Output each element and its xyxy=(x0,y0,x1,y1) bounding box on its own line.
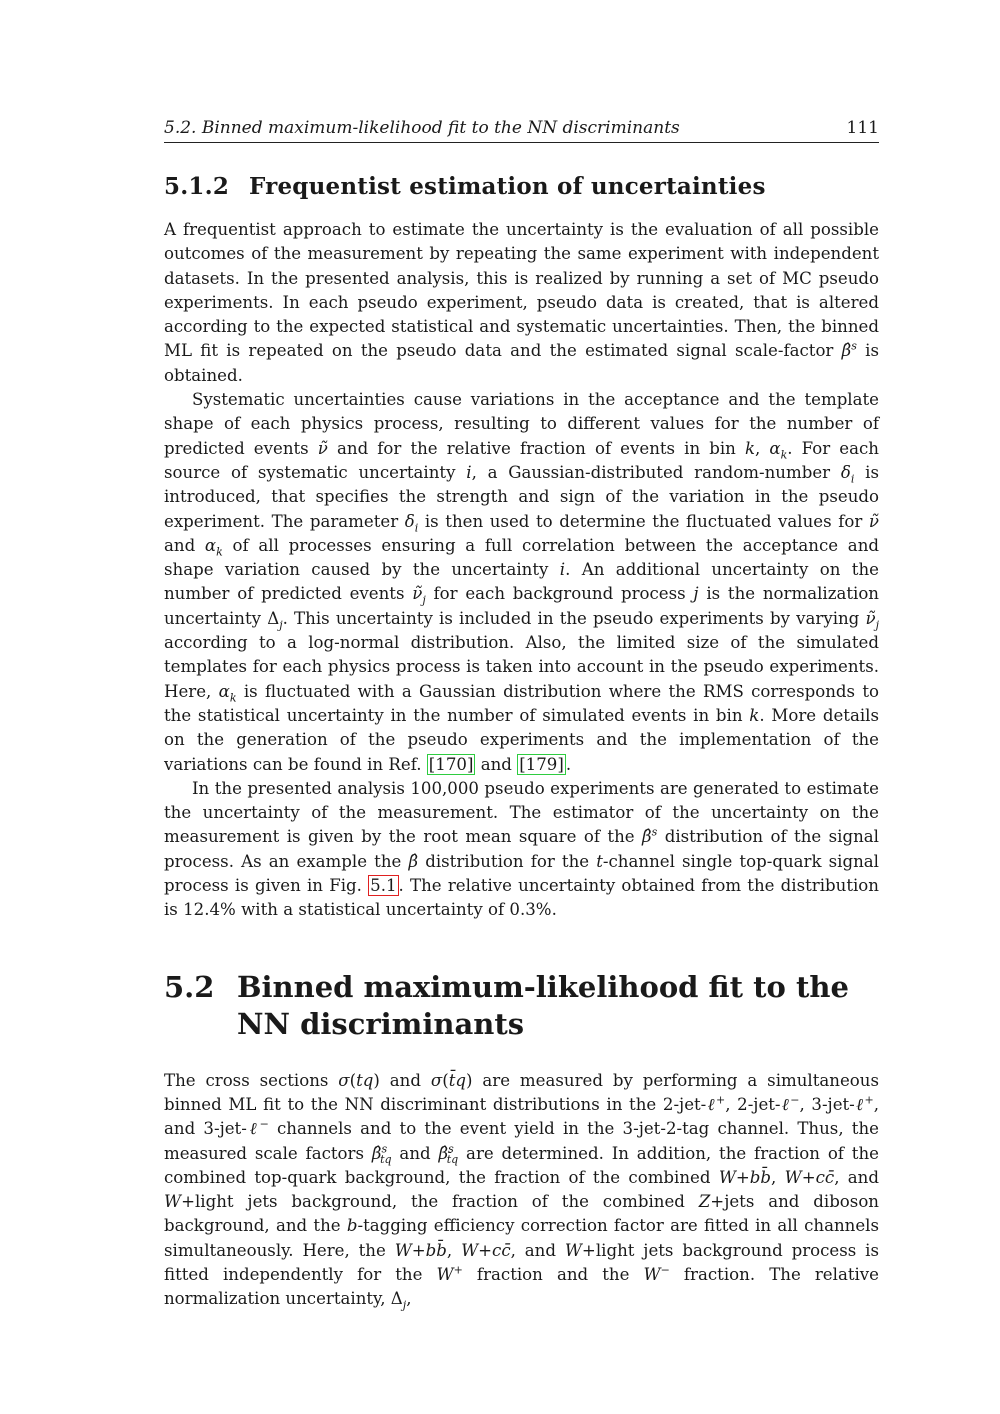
para2-t5: is introduced, that specifies the strength and sign of the variation in the pseudo experiment. The parameter xyxy=(164,462,879,531)
para4-t4: , 2-jet- xyxy=(725,1094,781,1114)
para4-t19: fraction. The relative normalization uncertainty, xyxy=(164,1264,880,1309)
para4-t8: and xyxy=(391,1143,439,1163)
para4-t14: -tagging efficiency correction factor are fitted in all channels simultaneously. Here, the xyxy=(164,1216,879,1260)
math-beta-hat-s: β̂$^s$ xyxy=(841,339,857,361)
para2-t6: is then used to determine the fluctuated values for xyxy=(418,511,869,531)
citation-link-179[interactable]: [179] xyxy=(519,754,564,774)
math-t: t xyxy=(596,851,603,871)
math-i: i xyxy=(466,462,472,482)
paragraph-1 xyxy=(164,218,879,388)
math-beta-hat: β̂ xyxy=(408,851,419,871)
math-alpha-k: $\alpha_k$ xyxy=(769,438,788,461)
math-w-plus-charge: W+ xyxy=(436,1263,463,1284)
subsection-title: Frequentist estimation of uncertainties xyxy=(249,173,766,200)
math-w-plus: W+ xyxy=(164,1192,195,1212)
para4-t2: and xyxy=(379,1070,431,1090)
section-number: 5.2 xyxy=(164,969,215,1004)
para4-t20: , xyxy=(406,1289,412,1309)
para4-t10: , xyxy=(771,1167,785,1187)
paragraph-4 xyxy=(164,1069,879,1312)
math-delta-j: $\Delta_j$ xyxy=(267,608,283,632)
paragraph-3 xyxy=(164,777,879,923)
math-j: j xyxy=(693,584,699,604)
paragraph-2: Systematic uncertainties cause variations in the acceptance and the template shape of each physics process, resulting to different values for the number of predicted events ν̃ and for the relative fraction of events in bin k, $\alpha_k$. For each source of systematic uncertainty i, a Gaussian-distributed random-number $\delta_i$ is introduced, that specifies the strength and sign of the variation in the pseudo experiment. The parameter $\delta_i$ is then used to determine the fluctuated values for ν̃ and $\alpha_k$ of all processes ensuring a full correlation between the acceptance and shape variation caused by the uncertainty i. An additional uncertainty on the number of predicted events $\nũ_j$ for each background process j is the normalization uncertainty $\Delta_j$. This uncertainty is included in the pseudo experiments by varying $\nũ_j$ according to a log-normal distribution. Also, the limited size of the simulated templates for each physics process is taken into account in the pseudo experiments. Here, $\alpha_k$ is fluctuated with a Gaussian distribution where the RMS corresponds to the statistical uncertainty in the number of simulated events in bin k. More details on the generation of the pseudo experiments and the implementation of the variations can be found in Ref. [170] and [179] . xyxy=(164,390,880,774)
para2-t15: . More details on the generation of the pseudo experiments and the implementation of the variations can be found in Ref. xyxy=(164,705,879,774)
para4-t13: jets and diboson background, and the xyxy=(164,1192,879,1236)
para2-t14: is fluctuated with a Gaussian distribution where the RMS corresponds to the statistical uncertainty in the number of simulated events in bin xyxy=(164,681,879,725)
para3-t2: distribution of the signal process. As an example the xyxy=(164,827,879,871)
para2-t13: according to a log-normal distribution. Also, the limited size of the simulated templates for each physics process is taken into account in the pseudo experiments. Here, xyxy=(164,633,879,701)
math-lep-minus: ℓ− xyxy=(780,1093,800,1114)
running-header xyxy=(164,118,879,143)
math-beta-hat-tbarq: β̂$^s_{t̄q}$ xyxy=(438,1141,459,1166)
math-w-minus-charge: W− xyxy=(643,1263,670,1284)
math-alpha-k-2: $\alpha_k$ xyxy=(204,535,223,559)
para4-t9: are determined. In addition, the fraction of the combined top-quark background, the fraction of the combined xyxy=(164,1143,879,1187)
math-nu-tilde-j: $\nũ_j$ xyxy=(412,584,426,607)
citation-link-170[interactable]: [170] xyxy=(428,754,474,774)
math-w-bb: W+bb̄ xyxy=(718,1167,772,1187)
para4-t12: light jets background, the fraction of the combined xyxy=(194,1192,699,1212)
math-w-bb-2: W+bb̄ xyxy=(394,1240,447,1260)
page-number: 111 xyxy=(846,118,879,138)
subsection-number: 5.1.2 xyxy=(164,173,230,200)
math-delta-i: $\delta_i$ xyxy=(840,462,855,486)
math-nu-tilde-j-2: $\nũ_j$ xyxy=(865,608,879,632)
para4-t16: , and xyxy=(510,1240,565,1260)
para4-t5: , 3-jet- xyxy=(799,1094,855,1114)
para3-t1: In the presented analysis 100,000 pseudo experiments are generated to estimate the uncertainty of the measurement. The estimator of the uncertainty on the measurement is given by the root mean square of the xyxy=(164,778,879,847)
para1-text-b: is obtained. xyxy=(164,341,879,385)
math-k-2: k xyxy=(749,705,760,725)
para2-t2: and for the relative fraction of events in bin xyxy=(327,438,745,458)
math-nu-tilde: ν̃ xyxy=(317,438,328,458)
math-w-cc-2: W+cc̄ xyxy=(461,1240,511,1260)
para2-t1: Systematic uncertainties cause variations in the acceptance and the template shape of each physics process, resulting to different values for the number of predicted events xyxy=(164,390,879,458)
para4-t15: , xyxy=(446,1240,462,1260)
para2-t4: , a Gaussian-distributed random-number xyxy=(471,462,841,482)
para2-t9: . An additional uncertainty on the number of predicted events xyxy=(164,560,879,604)
para4-t1: The cross sections xyxy=(164,1070,339,1090)
running-title: 5.2. Binned maximum-likelihood fit to the NN discriminants xyxy=(164,118,680,138)
math-alpha-k-3: $\alpha_k$ xyxy=(218,681,237,704)
para2-t7: and xyxy=(164,535,205,555)
math-sigma-tbarq: σ(t̄q) xyxy=(430,1070,473,1090)
figure-link-5-1[interactable]: 5.1 xyxy=(370,876,397,896)
para2-t10: for each background process xyxy=(425,584,694,604)
subsection-heading xyxy=(164,173,879,200)
math-beta-hat-s-2: β̂$^s$ xyxy=(642,825,658,847)
para2-t16: and xyxy=(475,754,518,774)
para3-t5: . The relative uncertainty obtained from the distribution is 12.4% with a statistical uncertainty of 0.3%. xyxy=(164,876,879,920)
para2-t3: . For each source of systematic uncertainty xyxy=(164,438,879,482)
math-nu-tilde-2: ν̃ xyxy=(868,511,879,531)
math-w-plus-2: W+ xyxy=(564,1240,596,1260)
para2-t8: of all processes ensuring a full correlation between the acceptance and shape variation caused by the uncertainty xyxy=(164,535,880,580)
math-i-2: i xyxy=(559,560,566,580)
para4-t3: are measured by performing a simultaneous binned ML fit to the NN discriminant distributions in the 2-jet- xyxy=(164,1070,879,1114)
math-lep-plus-2: ℓ+ xyxy=(854,1093,874,1114)
page-content xyxy=(164,118,879,1312)
math-lep-minus-2: ℓ− xyxy=(246,1117,269,1139)
para3-t4: -channel single top-quark signal process is given in Fig. xyxy=(164,851,879,896)
para4-t17: light jets background process is fitted independently for the xyxy=(164,1240,879,1284)
math-z-plus: Z+ xyxy=(698,1192,725,1212)
para1-text-a: A frequentist approach to estimate the uncertainty is the evaluation of all possible outcomes of the measurement by repeating the same experiment with independent datasets. In the presented analysis, this is realized by running a set of MC pseudo experiments. In each pseudo experiment, pseudo data is created, that is altered according to the expected statistical and systematic uncertainties. Then, the binned ML fit is repeated on the pseudo data and the estimated signal scale-factor xyxy=(164,220,879,361)
math-w-cc: W+cc̄ xyxy=(784,1167,835,1187)
para2-t17: . xyxy=(565,754,572,774)
para3-t3: distribution for the xyxy=(418,851,597,871)
math-lep-plus: ℓ+ xyxy=(706,1093,726,1114)
math-beta-hat-tq: β̂$^s_{tq}$ xyxy=(371,1141,392,1166)
math-sigma-tq: σ(tq) xyxy=(338,1070,380,1090)
para4-t18: fraction and the xyxy=(462,1264,644,1284)
section-heading xyxy=(164,969,879,1043)
section-title: Binned maximum-likelihood fit to the NN discriminants xyxy=(237,969,849,1041)
math-delta-i-2: $\delta_i$ xyxy=(404,511,419,534)
math-b: b xyxy=(346,1216,358,1236)
math-k: k xyxy=(744,438,756,458)
math-delta-j-2: $\Delta_j$ xyxy=(390,1289,407,1312)
para4-t11: , and xyxy=(834,1167,879,1187)
para2-t12: . This uncertainty is included in the pseudo experiments by varying xyxy=(282,608,866,628)
para2-t11: is the normalization uncertainty xyxy=(164,584,879,628)
para4-t6: , and 3-jet- xyxy=(164,1094,879,1139)
para4-t7: channels and to the event yield in the 3-jet-2-tag channel. Thus, the measured scale factors xyxy=(164,1119,879,1163)
